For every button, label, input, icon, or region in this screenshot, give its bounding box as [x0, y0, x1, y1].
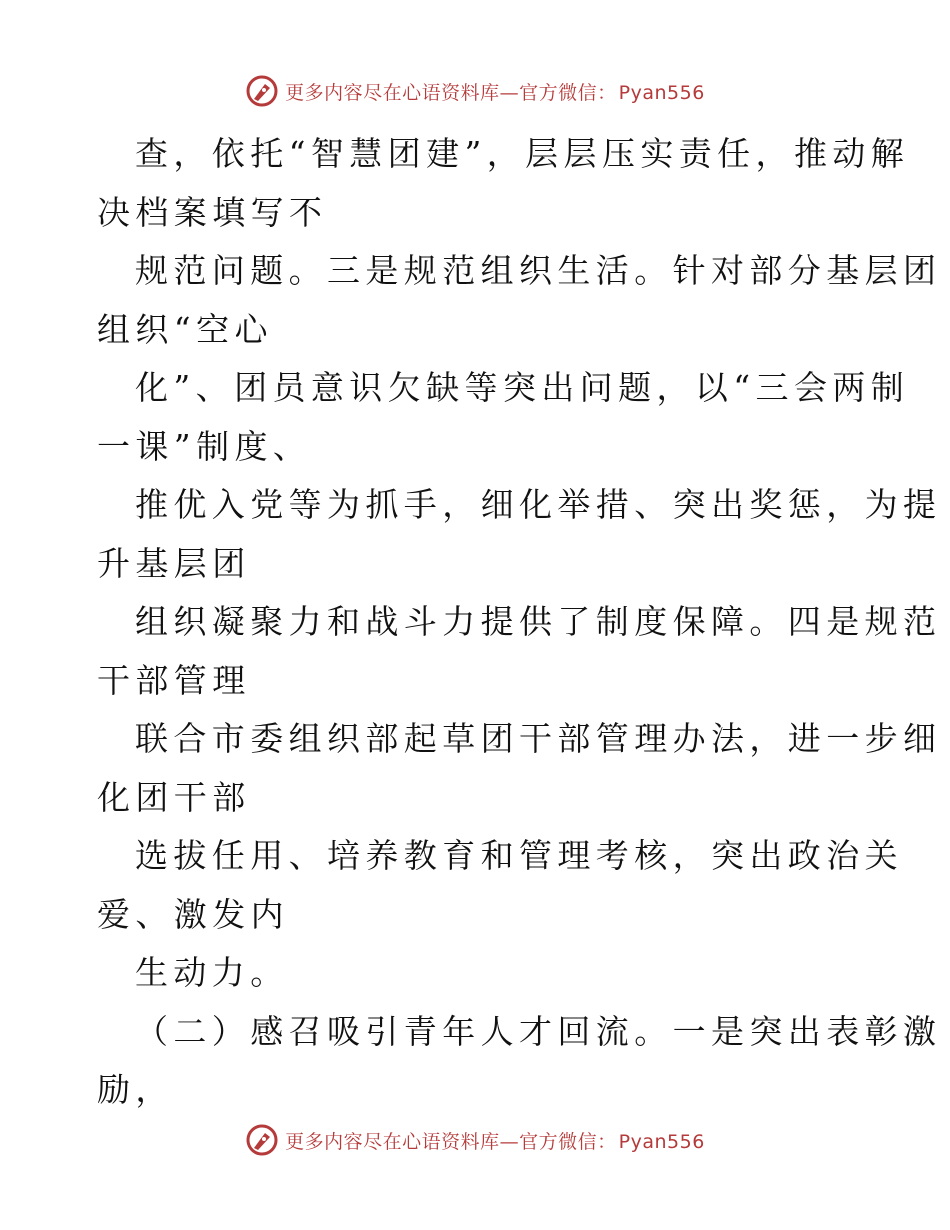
text-line: 查，依托“智慧团建”，层层压实责任，推动解: [135, 134, 910, 173]
document-body: [97, 125, 942, 1120]
text-line: 决档案填写不: [97, 192, 328, 232]
text-line: 升基层团: [97, 543, 251, 583]
pen-nib-circle-icon: [245, 1123, 279, 1157]
text-line: 爱、激发内: [97, 894, 289, 934]
text-line: 一课”制度、: [97, 426, 312, 466]
watermark-wechat-id: Pyan556: [618, 81, 705, 104]
watermark-label: 更多内容尽在心语资料库—官方微信：: [285, 81, 617, 104]
watermark-text: [285, 1127, 705, 1154]
text-line: 联合市委组织部起草团干部管理办法，进一步细: [135, 719, 942, 758]
text-line: 生动力。: [135, 953, 289, 992]
header-watermark: [0, 71, 950, 111]
text-line: 化团干部: [97, 777, 251, 817]
watermark-wechat-id: Pyan556: [618, 1130, 705, 1153]
text-line: 推优入党等为抓手，细化举措、突出奖惩，为提: [135, 485, 942, 524]
footer-watermark: [0, 1120, 950, 1160]
text-line: 组织凝聚力和战斗力提供了制度保障。四是规范: [135, 602, 942, 641]
text-line: 组织“空心: [97, 309, 273, 349]
text-line: 规范问题。三是规范组织生活。针对部分基层团: [135, 251, 942, 290]
text-line: （二）感召吸引青年人才回流。一是突出表彰激: [135, 1011, 942, 1051]
text-line: 化”、团员意识欠缺等突出问题，以“三会两制: [135, 368, 910, 407]
text-line: 选拔任用、培养教育和管理考核，突出政治关: [135, 836, 903, 875]
text-line: 励，: [97, 1070, 174, 1109]
pen-nib-circle-icon: [245, 74, 279, 108]
watermark-text: [285, 78, 705, 105]
text-line: 干部管理: [97, 660, 251, 700]
watermark-label: 更多内容尽在心语资料库—官方微信：: [285, 1130, 617, 1153]
